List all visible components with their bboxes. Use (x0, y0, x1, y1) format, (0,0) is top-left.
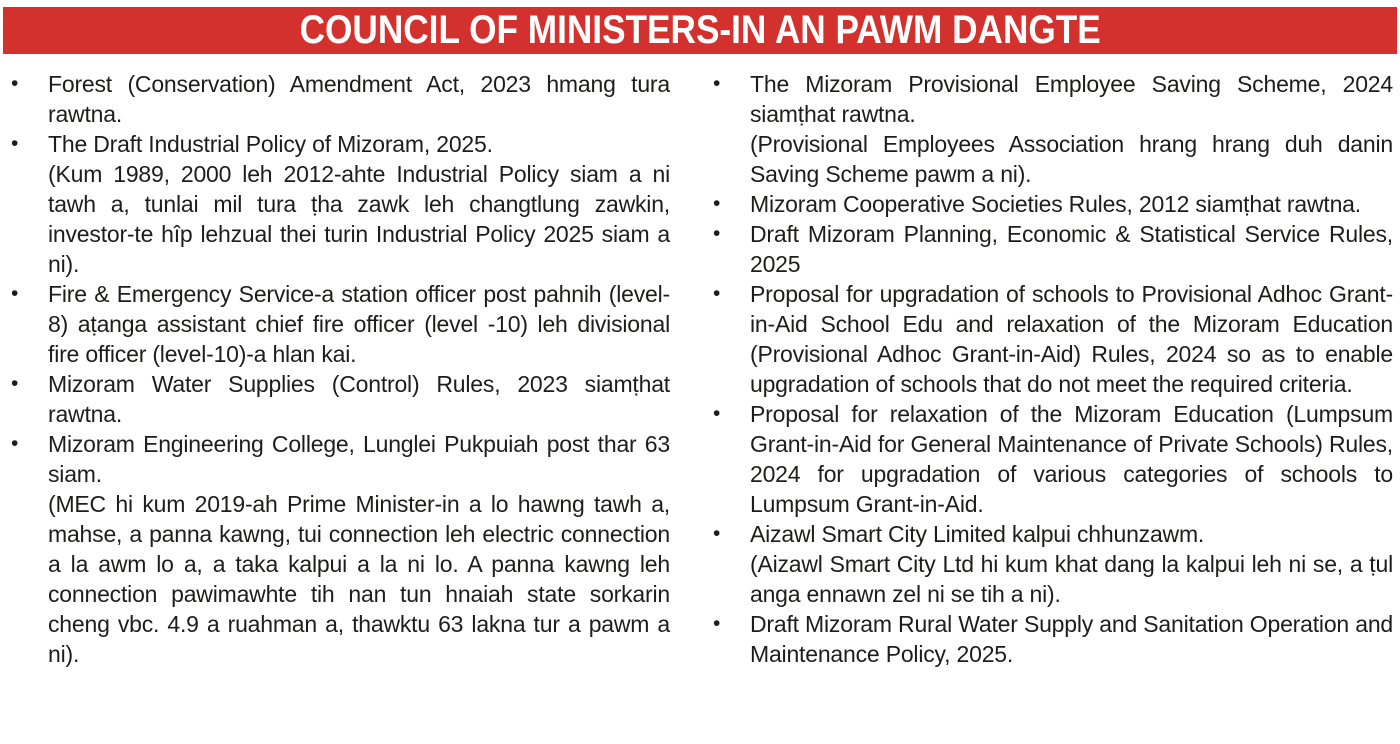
bullet-icon: • (11, 432, 19, 455)
item-paragraph: Fire & Emergency Service-a station officer post pahnih (level-8) aṭanga assistant chief fire officer (level -10) leh divisional fire officer (level-10)-a hlan kai. (48, 281, 670, 367)
list-item-text (48, 429, 670, 669)
item-paragraph: (Provisional Employees Association hrang hrang duh danin Saving Scheme pawm a ni). (750, 131, 1393, 187)
list-item-text (750, 279, 1393, 399)
bullet-icon: • (713, 282, 721, 305)
list-item-text (750, 519, 1393, 609)
bullet-icon: • (11, 282, 19, 305)
bullet-icon: • (713, 522, 721, 545)
list-item-text (750, 219, 1393, 279)
item-paragraph: Mizoram Cooperative Societies Rules, 2012 siamṭhat rawtna. (750, 191, 1361, 217)
bullet-icon: • (713, 222, 721, 245)
list-item-text (48, 129, 670, 279)
item-paragraph: Draft Mizoram Rural Water Supply and Sanitation Operation and Maintenance Policy, 2025. (750, 611, 1393, 667)
item-paragraph: (MEC hi kum 2019-ah Prime Minister-in a lo hawng tawh a, mahse, a panna kawng, tui connection leh electric connection a la awm lo a, a taka kalpui a la ni lo. A panna kawng leh connection pawimawhte tih nan tun hnaiah state sorkarin cheng vbc. 4.9 a ruahman a, thawktu 63 lakna tur a pawm a ni). (48, 491, 670, 667)
item-paragraph: Proposal for relaxation of the Mizoram Education (Lumpsum Grant-in-Aid for General Maintenance of Private Schools) Rules, 2024 for upgradation of various categories of schools to Lumpsum Grant-in-Aid. (750, 401, 1393, 517)
item-paragraph: Proposal for upgradation of schools to Provisional Adhoc Grant-in-Aid School Edu and relaxation of the Mizoram Education (Provisional Adhoc Grant-in-Aid) Rules, 2024 so as to enable upgradation of schools that do not meet the required criteria. (750, 281, 1393, 397)
item-paragraph: Aizawl Smart City Limited kalpui chhunzawm. (750, 521, 1205, 547)
bullet-icon: • (11, 372, 19, 395)
bullet-icon: • (713, 612, 721, 635)
bullet-icon: • (713, 192, 721, 215)
item-paragraph: Draft Mizoram Planning, Economic & Statistical Service Rules, 2025 (750, 221, 1393, 277)
bullet-icon: • (713, 72, 721, 95)
list-item (8, 129, 670, 279)
news-clipping (0, 7, 1400, 744)
column-left (8, 69, 670, 669)
list-item-text (750, 609, 1393, 669)
list-item (710, 279, 1393, 399)
list-item (8, 69, 670, 129)
list-item-text (48, 369, 670, 429)
item-paragraph: Mizoram Engineering College, Lunglei Pukpuiah post thar 63 siam. (48, 431, 670, 487)
list-item (710, 189, 1393, 219)
bullet-icon: • (11, 132, 19, 155)
list-item (710, 519, 1393, 609)
item-paragraph: Forest (Conservation) Amendment Act, 2023 hmang tura rawtna. (48, 71, 670, 127)
item-paragraph: Mizoram Water Supplies (Control) Rules, 2023 siamṭhat rawtna. (48, 371, 670, 427)
list-item-text (48, 279, 670, 369)
list-item (710, 219, 1393, 279)
page-title: COUNCIL OF MINISTERS-IN AN PAWM DANGTE (299, 8, 1101, 52)
list-item-text (750, 189, 1393, 219)
list-item (710, 609, 1393, 669)
list-item-text (48, 69, 670, 129)
item-paragraph: (Kum 1989, 2000 leh 2012-ahte Industrial Policy siam a ni tawh a, tunlai mil tura ṭha zawk leh changtlung zawkin, investor-te hîp lehzual thei turin Industrial Policy 2025 siam a ni). (48, 161, 670, 277)
bullet-icon: • (713, 402, 721, 425)
list-item-text (750, 69, 1393, 189)
list-item (8, 369, 670, 429)
list-item (710, 69, 1393, 189)
bullet-icon: • (11, 72, 19, 95)
item-paragraph: (Aizawl Smart City Ltd hi kum khat dang la kalpui leh ni se, a ṭul anga ennawn zel ni se tih a ni). (750, 551, 1393, 607)
list-item (710, 399, 1393, 519)
header-banner (3, 7, 1397, 54)
content-columns (0, 54, 1400, 669)
column-right (710, 69, 1393, 669)
list-item (8, 429, 670, 669)
item-paragraph: The Mizoram Provisional Employee Saving Scheme, 2024 siamṭhat rawtna. (750, 71, 1393, 127)
list-item-text (750, 399, 1393, 519)
list-item (8, 279, 670, 369)
item-paragraph: The Draft Industrial Policy of Mizoram, 2025. (48, 131, 493, 157)
